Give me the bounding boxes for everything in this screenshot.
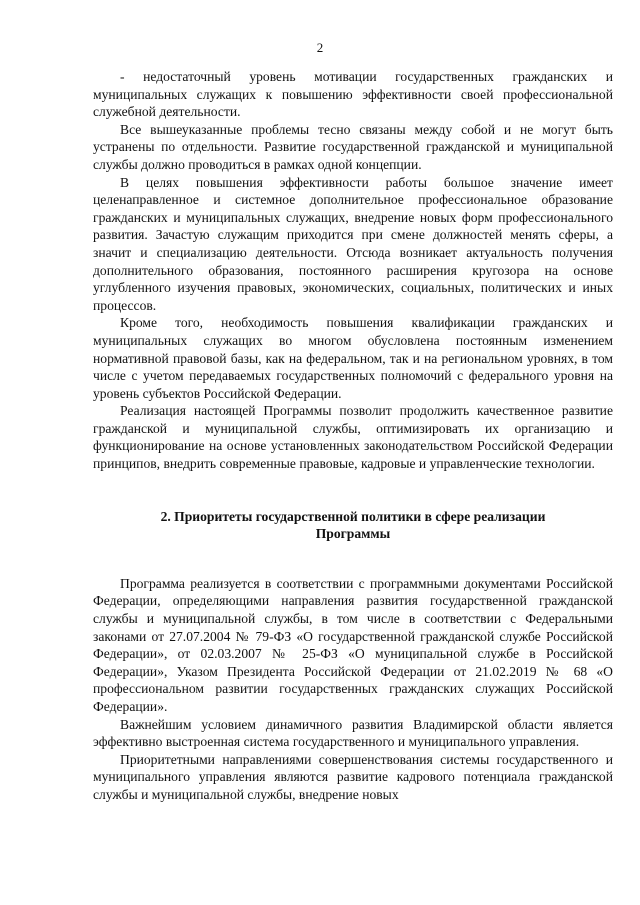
section-heading-line: Программы [315,526,391,542]
section-heading [93,508,613,543]
paragraph: Приоритетными направлениями совершенствования системы государственного и муниципального управления являются развитие кадрового потенциала гражданской службы и муниципальной службы, внедрение новых [93,751,613,802]
section-heading-line: 2. Приоритеты государственной политики в сфере реализации [160,508,546,524]
paragraph: В целях повышения эффективности работы большое значение имеет целенаправленное и системное дополнительное профессиональное образование гражданских и муниципальных служащих, внедрение новых форм профессионального развития. Зачастую служащим приходится при смене должностей менять сферы, а значит и специализацию деятельности. Отсюда возникает актуальность получения дополнительного образования, постоянного расширения кругозора на основе углубленного изучения правовых, экономических, социальных, политических и иных процессов. [93,174,613,313]
page-number: 2 [316,40,324,55]
paragraph: Все вышеуказанные проблемы тесно связаны между собой и не могут быть устранены по отдельности. Развитие государственной гражданской и муниципальной службы должно проводиться в рамках одной концепции. [93,121,613,172]
paragraph: Программа реализуется в соответствии с программными документами Российской Федерации, определяющими направления развития государственной гражданской службы и муниципальной службы, в том числе в соответствии с Федеральными законами от 27.07.2004 № 79-ФЗ «О государственной гражданской службе Российской Федерации», от 02.03.2007 № 25-ФЗ «О муниципальной службе в Российской Федерации», Указом Президента Российской Федерации от 21.02.2019 № 68 «О профессиональном развитии государственных гражданских служащих Российской Федерации». [93,575,613,714]
paragraph: Важнейшим условием динамичного развития Владимирской области является эффективно выстроенная система государственного и муниципального управления. [93,716,613,750]
paragraph: Кроме того, необходимость повышения квалификации гражданских и муниципальных служащих во многом обусловлена постоянным изменением нормативной правовой базы, как на федеральном, так и на региональном уровнях, в том числе с учетом передаваемых государственных полномочий с федерального уровня на уровень субъектов Российской Федерации. [93,315,613,401]
paragraph: Реализация настоящей Программы позволит продолжить качественное развитие гражданской и муниципальной службы, оптимизировать их организацию и функционирование на основе установленных законодательством Российской Федерации принципов, внедрить современные правовые, кадровые и управленческие технологии. [93,403,613,472]
paragraph: - недостаточный уровень мотивации государственных гражданских и муниципальных служащих к повышению эффективности своей профессиональной служебной деятельности. [93,69,613,120]
document-body [93,68,613,804]
